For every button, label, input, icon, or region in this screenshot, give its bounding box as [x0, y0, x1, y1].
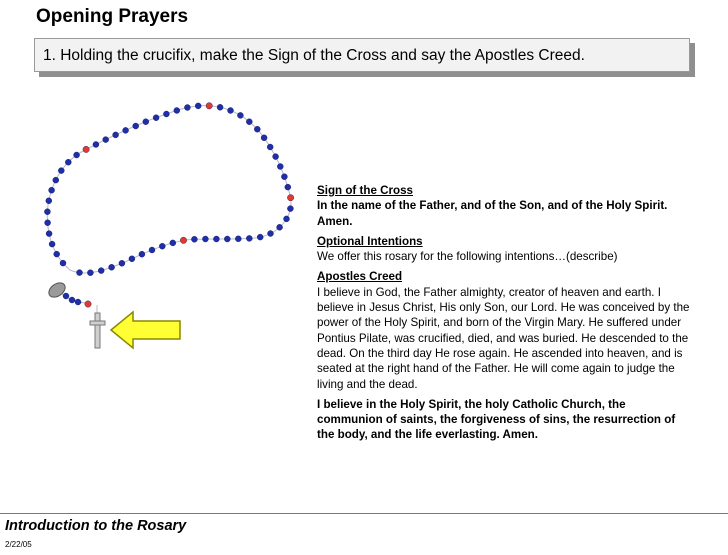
apostles-creed-text: I believe in God, the Father almighty, creator of heaven and earth. I believe in Jesus Christ, His only Son, our Lord. He was conceived by the power of the Holy Spirit, and born of the Virgin Mary. He suffered under Pontius Pilate, was crucified, died, and was buried. He descended to the dead. On the third day He rose again. He ascended into heaven, and is seated at the right hand of the Father. He will come again to judge the living and the dead.	[317, 285, 690, 391]
intentions-text: We offer this rosary for the following intentions…(describe)	[317, 250, 618, 264]
instruction-box	[34, 38, 690, 72]
hail-mary-bead	[63, 293, 69, 299]
hail-mary-bead	[103, 137, 109, 143]
apostles-creed-bold-section	[317, 397, 692, 443]
apostles-creed-section	[317, 269, 692, 391]
hail-mary-bead	[277, 224, 283, 230]
hail-mary-bead	[217, 104, 223, 110]
rosary-loop-chain	[47, 106, 291, 273]
instruction-text: 1. Holding the crucifix, make the Sign of the Cross and say the Apostles Creed.	[43, 47, 585, 64]
hail-mary-bead	[93, 142, 99, 148]
hail-mary-bead	[159, 243, 165, 249]
hail-mary-bead	[170, 240, 176, 246]
hail-mary-bead	[46, 231, 52, 237]
hail-mary-bead	[58, 168, 64, 174]
hail-mary-bead	[69, 297, 75, 303]
apostles-creed-bold-text: I believe in the Holy Spirit, the holy Catholic Church, the communion of saints, the forgiveness of sins, the resurrection of the body, and the life everlasting. Amen.	[317, 397, 676, 442]
hail-mary-bead	[149, 247, 155, 253]
hail-mary-bead	[174, 108, 180, 114]
our-father-bead	[85, 301, 91, 307]
footer-title: Introduction to the Rosary	[5, 518, 187, 534]
our-father-bead	[206, 103, 212, 109]
footer-date: 2/22/05	[5, 540, 32, 549]
hail-mary-bead	[267, 144, 273, 150]
prayer-text-column	[317, 183, 692, 448]
hail-mary-bead	[246, 235, 252, 241]
hail-mary-bead	[163, 111, 169, 117]
rosary-illustration	[0, 90, 320, 360]
hail-mary-bead	[213, 236, 219, 242]
hail-mary-bead	[75, 299, 81, 305]
hail-mary-bead	[77, 270, 83, 276]
our-father-bead	[180, 237, 186, 243]
hail-mary-bead	[237, 112, 243, 118]
page-title: Opening Prayers	[36, 6, 189, 27]
hail-mary-bead	[133, 123, 139, 129]
hail-mary-bead	[98, 268, 104, 274]
hail-mary-bead	[191, 236, 197, 242]
sign-of-cross-heading: Sign of the Cross	[317, 184, 413, 197]
our-father-bead	[287, 195, 293, 201]
hail-mary-bead	[224, 236, 230, 242]
hail-mary-bead	[287, 206, 293, 212]
crucifix-icon	[90, 313, 105, 348]
hail-mary-bead	[277, 164, 283, 170]
our-father-bead	[83, 146, 89, 152]
hail-mary-bead	[254, 126, 260, 132]
hail-mary-bead	[87, 270, 93, 276]
hail-mary-bead	[195, 103, 201, 109]
hail-mary-bead	[113, 132, 119, 138]
hail-mary-bead	[65, 159, 71, 165]
hail-mary-bead	[53, 177, 59, 183]
footer-divider	[0, 513, 728, 514]
hail-mary-bead	[257, 234, 263, 240]
hail-mary-bead	[268, 231, 274, 237]
hail-mary-bead	[235, 236, 241, 242]
hail-mary-bead	[49, 187, 55, 193]
hail-mary-bead	[228, 108, 234, 114]
sign-of-cross-section	[317, 183, 692, 229]
hail-mary-bead	[60, 260, 66, 266]
intentions-section	[317, 234, 692, 265]
hail-mary-bead	[123, 127, 129, 133]
arrow-pointer-icon	[111, 312, 180, 348]
hail-mary-bead	[261, 135, 267, 141]
hail-mary-bead	[45, 220, 51, 226]
hail-mary-bead	[284, 216, 290, 222]
hail-mary-bead	[143, 119, 149, 125]
hail-mary-bead	[44, 209, 50, 215]
hail-mary-bead	[119, 260, 125, 266]
rosary-beads	[44, 103, 293, 308]
hail-mary-bead	[74, 152, 80, 158]
hail-mary-bead	[184, 105, 190, 111]
hail-mary-bead	[54, 251, 60, 257]
hail-mary-bead	[153, 115, 159, 121]
hail-mary-bead	[49, 241, 55, 247]
hail-mary-bead	[46, 198, 52, 204]
hail-mary-bead	[129, 256, 135, 262]
sign-of-cross-text: In the name of the Father, and of the Son, and of the Holy Spirit. Amen.	[317, 199, 668, 228]
hail-mary-bead	[246, 119, 252, 125]
hail-mary-bead	[285, 184, 291, 190]
hail-mary-bead	[109, 264, 115, 270]
hail-mary-bead	[202, 236, 208, 242]
hail-mary-bead	[281, 174, 287, 180]
apostles-creed-heading: Apostles Creed	[317, 270, 403, 284]
intentions-heading: Optional Intentions	[317, 234, 423, 248]
hail-mary-bead	[273, 154, 279, 160]
hail-mary-bead	[139, 251, 145, 257]
